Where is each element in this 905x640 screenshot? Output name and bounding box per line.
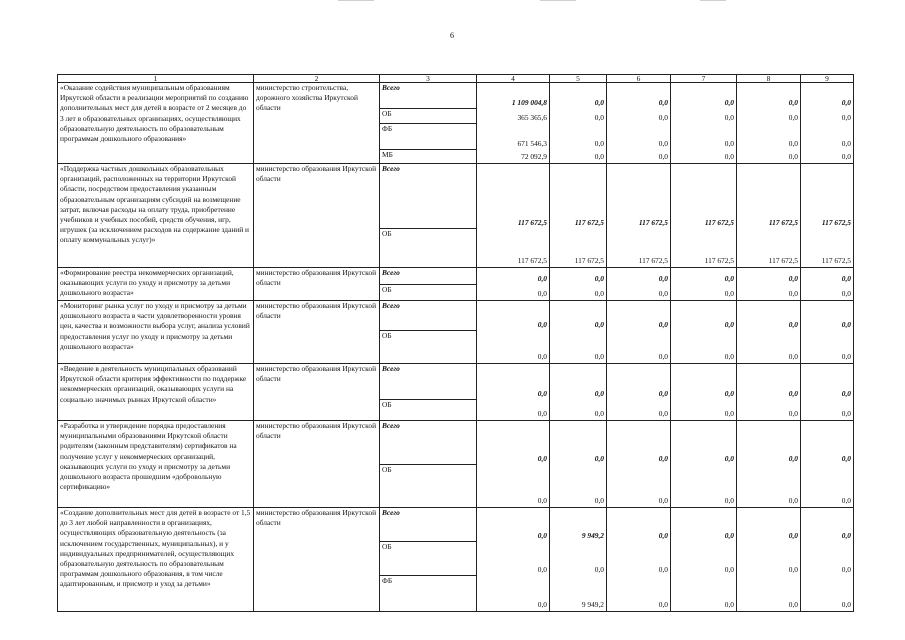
amount-value: 0,0 — [788, 454, 798, 463]
amount-value: 0,0 — [537, 454, 547, 463]
col-header-2: 2 — [254, 75, 380, 83]
col-header-6: 6 — [607, 75, 671, 83]
amount-cell — [550, 268, 607, 301]
amount-value: 0,0 — [724, 531, 734, 540]
amount-value: 117 672,5 — [517, 218, 547, 227]
amount-cell — [671, 421, 737, 508]
amount-cell — [477, 268, 550, 301]
amount-value: 117 672,5 — [574, 256, 604, 265]
amount-value: 0,0 — [594, 139, 604, 148]
funding-source-label: Всего — [380, 421, 476, 465]
amount-value: 0,0 — [658, 565, 668, 574]
amount-cell — [801, 164, 854, 268]
amount-cell — [607, 164, 671, 268]
amount-cell — [737, 364, 801, 421]
funding-source-label: Всего — [380, 301, 476, 331]
amount-value: 117 672,5 — [704, 256, 734, 265]
table-row — [58, 268, 854, 301]
amount-value: 0,0 — [537, 600, 547, 609]
amount-value: 0,0 — [724, 152, 734, 161]
amount-cell — [477, 83, 550, 164]
funding-source-label: Всего — [380, 364, 476, 400]
table-row — [58, 164, 854, 268]
amount-cell — [607, 421, 671, 508]
funding-sources — [380, 164, 477, 268]
scan-mark — [338, 0, 374, 1]
responsible-executor: министерство образования Иркутской области — [254, 301, 380, 364]
amount-value: 0,0 — [788, 389, 798, 398]
amount-cell — [607, 83, 671, 164]
amount-cell — [737, 164, 801, 268]
col-header-3: 3 — [380, 75, 477, 83]
amount-value: 0,0 — [594, 454, 604, 463]
funding-source-label: ОБ — [382, 331, 392, 340]
amount-value: 0,0 — [724, 352, 734, 361]
responsible-executor: министерство строительства, дорожного хозяйства Иркутской области — [254, 83, 380, 164]
amount-value: 0,0 — [658, 289, 668, 298]
amount-value: 0,0 — [724, 565, 734, 574]
col-header-5: 5 — [550, 75, 607, 83]
amount-cell — [550, 364, 607, 421]
amount-cell — [477, 508, 550, 612]
amount-cell — [550, 164, 607, 268]
amount-value: 0,0 — [841, 600, 851, 609]
amount-cell — [607, 508, 671, 612]
amount-value: 0,0 — [724, 389, 734, 398]
col-header-1: 1 — [58, 75, 254, 83]
amount-value: 671 546,3 — [517, 139, 547, 148]
amount-cell — [737, 421, 801, 508]
amount-cell — [477, 301, 550, 364]
amount-cell — [737, 83, 801, 164]
funding-source-label: ОБ — [382, 285, 392, 294]
table-row — [58, 83, 854, 164]
amount-cell — [477, 364, 550, 421]
amount-value: 0,0 — [724, 409, 734, 418]
amount-value: 9 949,2 — [581, 531, 604, 540]
amount-value: 117 672,5 — [768, 218, 798, 227]
funding-sources — [380, 83, 477, 164]
funding-sources — [380, 364, 477, 421]
amount-cell — [671, 364, 737, 421]
amount-value: 0,0 — [788, 152, 798, 161]
amount-value: 0,0 — [594, 496, 604, 505]
col-header-8: 8 — [737, 75, 801, 83]
amount-cell — [550, 83, 607, 164]
event-description: «Поддержка частных дошкольных образовательных организаций, расположенных на территории Иркутской области, посредством предоставления указанным образовательным организациям субсидий на возмещение затрат, включая расходы на оплату труда, приобретение учебников и учебных пособий, средств обучения, игр, игрушек (за исключением расходов на содержание зданий и оплату коммунальных услуг)» — [58, 164, 254, 268]
budget-table — [57, 74, 854, 612]
amount-cell — [737, 268, 801, 301]
amount-cell — [737, 508, 801, 612]
amount-cell — [737, 301, 801, 364]
amount-value: 0,0 — [658, 600, 668, 609]
amount-value: 0,0 — [537, 389, 547, 398]
amount-value: 117 672,5 — [574, 218, 604, 227]
amount-value: 0,0 — [841, 389, 851, 398]
responsible-executor: министерство образования Иркутской области — [254, 421, 380, 508]
amount-value: 0,0 — [841, 352, 851, 361]
page-number: 6 — [450, 31, 454, 40]
amount-cell — [550, 508, 607, 612]
amount-value: 117 672,5 — [821, 218, 851, 227]
amount-value: 0,0 — [537, 565, 547, 574]
amount-cell — [607, 268, 671, 301]
scan-mark — [540, 0, 576, 1]
funding-source-label: Всего — [380, 83, 476, 109]
amount-value: 0,0 — [724, 496, 734, 505]
amount-cell — [671, 83, 737, 164]
funding-sources — [380, 301, 477, 364]
amount-value: 0,0 — [841, 274, 851, 283]
funding-source-label: ОБ — [382, 400, 392, 409]
table-row — [58, 508, 854, 612]
amount-value: 0,0 — [788, 320, 798, 329]
amount-value: 0,0 — [658, 98, 668, 107]
col-header-4: 4 — [477, 75, 550, 83]
event-description: «Создание дополнительных мест для детей в возрасте от 1,5 до 3 лет любой направленности в организациях, осуществляющих образовательную деятельность (за исключением государственных, муниципальных), и у индивидуальных предпринимателей, осуществляющих образовательную деятельность по образовательным программам дошкольного образования, в том числе адаптированным, и присмотр и уход за детьми» — [58, 508, 254, 612]
amount-cell — [550, 421, 607, 508]
responsible-executor: министерство образования Иркутской области — [254, 164, 380, 268]
amount-cell — [671, 508, 737, 612]
amount-value: 0,0 — [841, 113, 851, 122]
funding-source-label: ФБ — [382, 576, 393, 585]
amount-value: 72 092,9 — [521, 152, 547, 161]
table-row — [58, 364, 854, 421]
amount-value: 117 672,5 — [517, 256, 547, 265]
event-description: «Разработка и утверждение порядка предоставления муниципальными образованиями Иркутской области родителям (законным представителям) сертификатов на получение услуг у некоммерческих организаций, оказывающих услуги по уходу и присмотру за детьми дошкольного возраста прошедшим «добровольную сертификацию» — [58, 421, 254, 508]
amount-value: 117 672,5 — [638, 218, 668, 227]
table-row — [58, 301, 854, 364]
amount-value: 0,0 — [788, 113, 798, 122]
amount-value: 0,0 — [841, 531, 851, 540]
funding-sources — [380, 421, 477, 508]
amount-value: 0,0 — [658, 454, 668, 463]
amount-value: 0,0 — [537, 531, 547, 540]
amount-cell — [801, 268, 854, 301]
amount-value: 0,0 — [724, 600, 734, 609]
amount-value: 0,0 — [724, 98, 734, 107]
amount-value: 0,0 — [841, 98, 851, 107]
amount-value: 117 672,5 — [821, 256, 851, 265]
amount-cell — [801, 301, 854, 364]
amount-value: 0,0 — [788, 496, 798, 505]
amount-cell — [671, 268, 737, 301]
amount-cell — [477, 421, 550, 508]
amount-value: 0,0 — [788, 139, 798, 148]
amount-value: 0,0 — [594, 389, 604, 398]
responsible-executor: министерство образования Иркутской области — [254, 364, 380, 421]
amount-value: 0,0 — [594, 409, 604, 418]
amount-value: 0,0 — [788, 409, 798, 418]
amount-value: 0,0 — [841, 565, 851, 574]
amount-value: 117 672,5 — [768, 256, 798, 265]
funding-source-label: Всего — [380, 268, 476, 285]
table-row — [58, 421, 854, 508]
funding-source-label: ОБ — [380, 109, 476, 124]
amount-value: 0,0 — [594, 274, 604, 283]
amount-value: 0,0 — [841, 409, 851, 418]
col-header-7: 7 — [671, 75, 737, 83]
amount-value: 0,0 — [724, 454, 734, 463]
responsible-executor: министерство образования Иркутской области — [254, 508, 380, 612]
funding-source-label: ОБ — [382, 229, 392, 238]
amount-cell — [607, 301, 671, 364]
header-row — [58, 75, 854, 83]
amount-value: 0,0 — [841, 152, 851, 161]
event-description: «Введение в деятельность муниципальных образований Иркутской области критерия эффективности по поддержке некоммерческих организаций, оказывающих услуги на социально значимых рынках Иркутской области» — [58, 364, 254, 421]
amount-cell — [671, 164, 737, 268]
amount-value: 0,0 — [594, 98, 604, 107]
amount-value: 0,0 — [841, 496, 851, 505]
event-description: «Оказание содействия муниципальным образованиям Иркутской области в реализации мероприятий по созданию дополнительных мест для детей в возрасте от 2 месяцев до 3 лет в образовательных организациях, осуществляющих образовательную деятельность по образовательным программам дошкольного образования» — [58, 83, 254, 164]
funding-source-label: ФБ — [380, 124, 476, 150]
amount-cell — [477, 164, 550, 268]
amount-value: 0,0 — [788, 565, 798, 574]
amount-value: 0,0 — [658, 531, 668, 540]
amount-value: 365 365,6 — [517, 113, 547, 122]
amount-cell — [801, 421, 854, 508]
funding-source-label: ОБ — [382, 465, 392, 474]
amount-value: 0,0 — [537, 320, 547, 329]
amount-value: 0,0 — [658, 274, 668, 283]
amount-value: 0,0 — [594, 352, 604, 361]
amount-value: 0,0 — [594, 152, 604, 161]
funding-source-label: Всего — [380, 164, 476, 229]
amount-value: 0,0 — [594, 320, 604, 329]
amount-value: 1 109 004,8 — [511, 98, 547, 107]
amount-value: 0,0 — [594, 113, 604, 122]
amount-value: 0,0 — [658, 152, 668, 161]
amount-value: 0,0 — [841, 454, 851, 463]
funding-source-label: МБ — [382, 150, 393, 159]
amount-cell — [801, 508, 854, 612]
amount-value: 0,0 — [788, 531, 798, 540]
funding-source-label: ОБ — [380, 542, 476, 576]
amount-value: 0,0 — [788, 98, 798, 107]
funding-source-label: Всего — [380, 508, 476, 542]
amount-value: 9 949,2 — [581, 600, 604, 609]
amount-value: 0,0 — [594, 565, 604, 574]
amount-value: 0,0 — [658, 352, 668, 361]
amount-value: 0,0 — [724, 289, 734, 298]
amount-value: 0,0 — [788, 600, 798, 609]
funding-sources — [380, 268, 477, 301]
amount-value: 0,0 — [537, 409, 547, 418]
amount-value: 0,0 — [537, 496, 547, 505]
amount-value: 0,0 — [724, 113, 734, 122]
event-description: «Формирование реестра некоммерческих организаций, оказывающих услуги по уходу и присмотру за детьми дошкольного возраста» — [58, 268, 254, 301]
amount-value: 0,0 — [841, 289, 851, 298]
amount-cell — [801, 83, 854, 164]
amount-value: 0,0 — [658, 139, 668, 148]
amount-value: 0,0 — [537, 352, 547, 361]
amount-cell — [801, 364, 854, 421]
amount-value: 0,0 — [788, 289, 798, 298]
amount-value: 0,0 — [788, 274, 798, 283]
amount-value: 0,0 — [841, 320, 851, 329]
amount-value: 0,0 — [594, 289, 604, 298]
scan-mark — [700, 0, 726, 1]
col-header-9: 9 — [801, 75, 854, 83]
funding-sources — [380, 508, 477, 612]
amount-value: 117 672,5 — [638, 256, 668, 265]
amount-cell — [550, 301, 607, 364]
amount-cell — [671, 301, 737, 364]
amount-value: 117 672,5 — [704, 218, 734, 227]
amount-value: 0,0 — [724, 139, 734, 148]
amount-value: 0,0 — [724, 274, 734, 283]
amount-value: 0,0 — [788, 352, 798, 361]
amount-value: 0,0 — [658, 320, 668, 329]
amount-value: 0,0 — [537, 274, 547, 283]
amount-cell — [607, 364, 671, 421]
amount-value: 0,0 — [658, 496, 668, 505]
amount-value: 0,0 — [658, 389, 668, 398]
responsible-executor: министерство образования Иркутской области — [254, 268, 380, 301]
event-description: «Мониторинг рынка услуг по уходу и присмотру за детьми дошкольного возраста в части удовлетворенности уровня цен, качества и возможности выбора услуг, анализа условий предоставления услуг по уходу и присмотру за детьми дошкольного возраста» — [58, 301, 254, 364]
amount-value: 0,0 — [724, 320, 734, 329]
amount-value: 0,0 — [537, 289, 547, 298]
amount-value: 0,0 — [658, 409, 668, 418]
amount-value: 0,0 — [841, 139, 851, 148]
amount-value: 0,0 — [658, 113, 668, 122]
